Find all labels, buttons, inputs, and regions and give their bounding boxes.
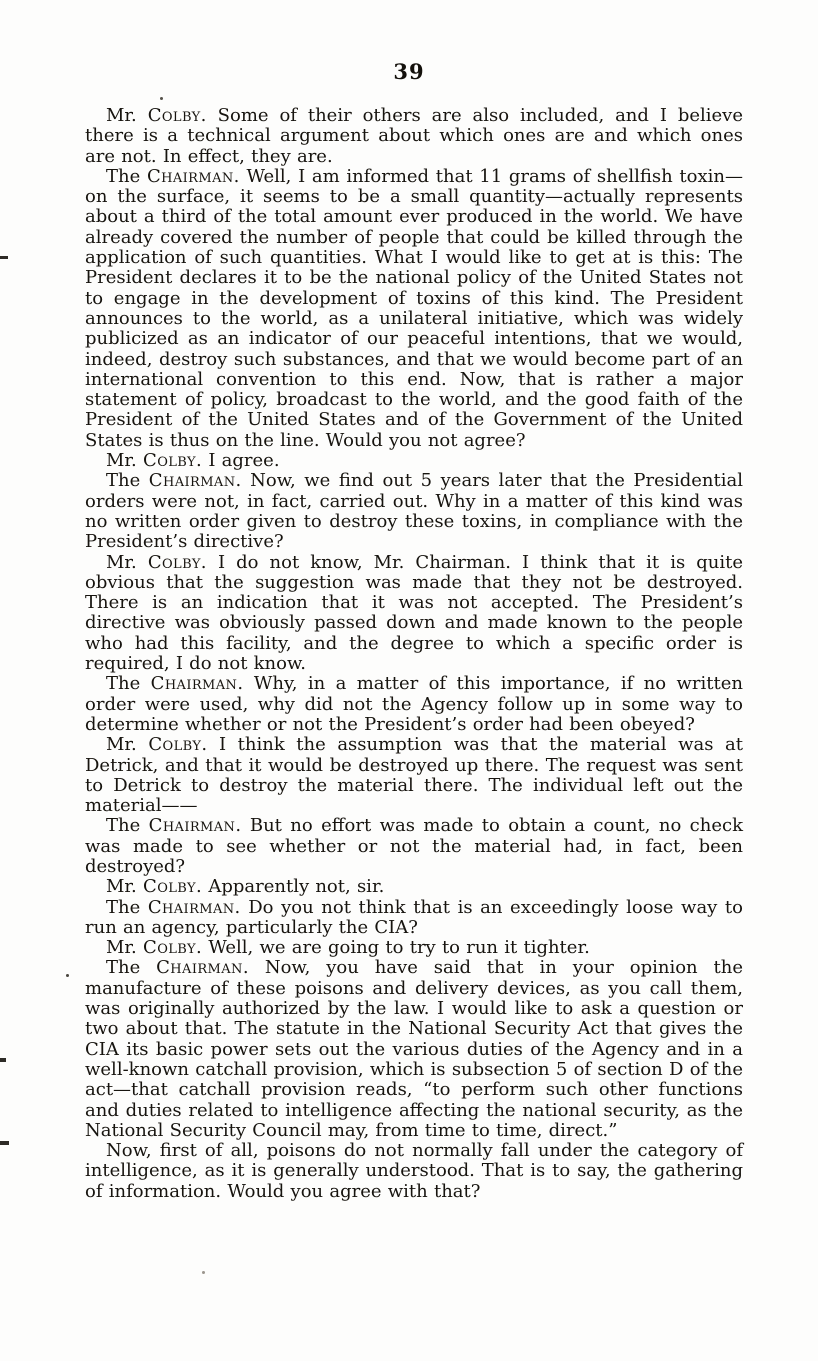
paragraph-text: I agree. — [202, 450, 280, 472]
transcript-body — [85, 106, 743, 1202]
speaker-prefix: The — [106, 470, 149, 492]
paragraph-text: Why, in a matter of this importance, if no written order were used, why did not the Agency follow up in some way to determine whether or not the President’s order had been obeyed? — [85, 673, 743, 735]
speaker-name: Colby. — [147, 105, 207, 126]
speaker-label — [106, 105, 207, 126]
paragraph-text: Now, first of all, poisons do not normally fall under the category of intelligence, as it is generally understood. That is to say, the gathering of information. Would you agree with that? — [85, 1140, 743, 1202]
paragraph-text: Well, I am informed that 11 grams of shellfish toxin—on the surface, it seems to be a small quantity—actually represents about a third of the total amount ever produced in the world. We have already covered the number of people that could be killed through the application of such quantities. What I would like to get at is this: The President declares it to be the national policy of the United States not to engage in the development of toxins of this kind. The President announces to the world, as a unilateral initiative, which was widely publicized as an indicator of our peaceful intentions, that we would, indeed, destroy such substances, and that we would become part of an international convention to this end. Now, that is rather a major statement of policy, broadcast to the world, and the good faith of the President of the United States and of the Government of the United States is thus on the line. Would you not agree? — [85, 165, 743, 451]
speaker-name: Chairman. — [146, 165, 240, 187]
speaker-prefix: Mr. — [106, 937, 144, 959]
speaker-name: Chairman. — [150, 673, 244, 695]
paragraph-text: Now, you have said that in your opinion the manufacture of these poisons and delivery devices, as you call them, was originally authorized by the law. I would like to ask a question or two about that. The statute in the National Security Act that gives the CIA its basic power sets out the various duties of the Agency and in a well-known catchall provision, which is subsection 5 of section D of the act—that catchall provision reads, “to perform such other functions and duties related to intelligence affecting the national security, as the National Security Council may, from time to time, direct.” — [85, 957, 743, 1141]
speaker-name: Colby. — [147, 551, 207, 573]
speaker-label — [106, 876, 202, 897]
speaker-name: Colby. — [143, 876, 203, 898]
transcript-paragraph — [85, 167, 743, 451]
scan-artifact — [202, 1271, 205, 1274]
transcript-paragraph — [85, 553, 743, 675]
transcript-paragraph — [85, 816, 743, 877]
speaker-prefix: Mr. — [106, 450, 144, 472]
speaker-name: Chairman. — [147, 896, 241, 918]
speaker-name: Chairman. — [156, 957, 249, 979]
transcript-paragraph — [85, 451, 743, 471]
speaker-prefix: Mr. — [106, 876, 144, 898]
speaker-prefix: The — [106, 815, 149, 837]
paragraph-text: I think the assumption was that the material was at Detrick, and that it would be destroyed up there. The request was sent to Detrick to destroy the material there. The individual left out the material—— — [85, 734, 743, 817]
paragraph-text: Apparently not, sir. — [202, 876, 385, 898]
speaker-label — [106, 166, 240, 187]
speaker-name: Colby. — [148, 734, 208, 756]
speaker-label — [106, 897, 241, 918]
transcript-paragraph — [85, 898, 743, 939]
scan-artifact — [0, 1058, 6, 1062]
page-number: 39 — [393, 59, 425, 84]
transcript-paragraph — [85, 877, 743, 897]
speaker-label — [106, 552, 207, 573]
transcript-paragraph — [85, 471, 743, 552]
transcript-paragraph — [85, 735, 743, 816]
transcript-paragraph — [85, 1141, 743, 1202]
speaker-label — [106, 957, 249, 978]
paragraph-text: Do you not think that is an exceedingly loose way to run an agency, particularly the CIA? — [85, 896, 743, 938]
speaker-prefix: Mr. — [106, 551, 148, 573]
speaker-label — [106, 470, 242, 491]
transcript-paragraph — [85, 106, 743, 167]
scan-artifact — [66, 974, 69, 977]
scan-artifact — [0, 1141, 9, 1145]
speaker-name: Colby. — [143, 450, 203, 472]
scan-artifact — [160, 97, 163, 100]
speaker-label — [106, 450, 202, 471]
speaker-prefix: The — [106, 673, 151, 695]
speaker-name: Chairman. — [148, 470, 242, 492]
speaker-prefix: Mr. — [106, 105, 148, 126]
transcript-paragraph — [85, 938, 743, 958]
paragraph-text: Well, we are going to try to run it tighter. — [202, 937, 590, 959]
speaker-name: Colby. — [143, 937, 203, 959]
paragraph-text: Now, we find out 5 years later that the Presidential orders were not, in fact, carried out. Why in a matter of this kind was no written order given to destroy these toxins, in compliance with the President’s directive? — [85, 470, 743, 553]
speaker-prefix: The — [106, 957, 157, 979]
speaker-prefix: The — [106, 896, 148, 918]
transcript-paragraph — [85, 674, 743, 735]
paragraph-text: But no effort was made to obtain a count, no check was made to see whether or not the material had, in fact, been destroyed? — [85, 815, 743, 877]
speaker-label — [106, 815, 241, 836]
transcript-paragraph — [85, 958, 743, 1141]
speaker-label — [106, 937, 202, 958]
paragraph-text: Some of their others are also included, and I believe there is a technical argument about which ones are and which ones are not. In effect, they are. — [85, 105, 743, 167]
speaker-prefix: The — [106, 165, 147, 187]
paragraph-text: I do not know, Mr. Chairman. I think that it is quite obvious that the suggestion was made that they not be destroyed. There is an indication that it was not accepted. The President’s directive was obviously passed down and made known to the people who had this facility, and the degree to which a specific order is required, I do not know. — [85, 551, 743, 675]
speaker-label — [106, 734, 207, 755]
speaker-name: Chairman. — [148, 815, 242, 837]
scan-artifact — [0, 256, 8, 259]
speaker-prefix: Mr. — [106, 734, 149, 756]
speaker-label — [106, 673, 243, 694]
